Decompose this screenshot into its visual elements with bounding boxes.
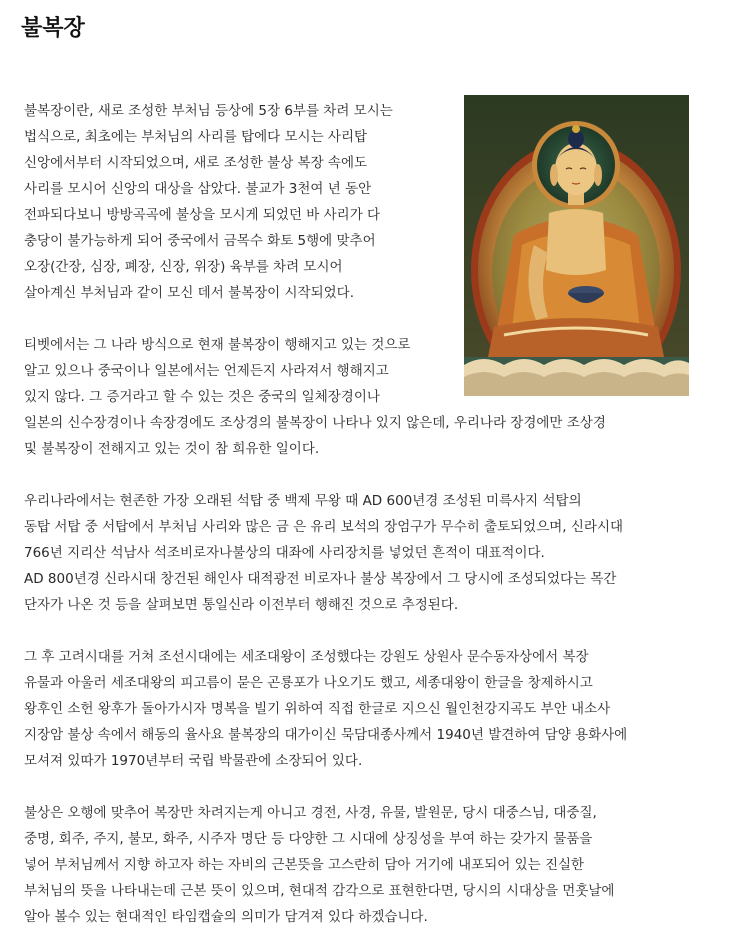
text-line: 우리나라에서는 현존한 가장 오래된 석탑 중 백제 무왕 때 AD 600년경 조성된 미륵사지 석탑의	[24, 493, 582, 509]
paragraph-2	[24, 332, 696, 462]
text-line: 사리를 모시어 신앙의 대상을 삼았다. 불교가 3천여 년 동안	[24, 181, 372, 197]
text-line: 지장암 불상 속에서 해동의 율사요 불복장의 대가이신 묵담대종사께서 1940년 발견하여 담양 용화사에	[24, 727, 628, 743]
text-line: 불복장이란, 새로 조성한 부처님 등상에 5장 6부를 차려 모시는	[24, 103, 393, 119]
text-line: 신앙에서부터 시작되었으며, 새로 조성한 불상 복장 속에도	[24, 155, 368, 171]
text-line: 넣어 부처님께서 지향 하고자 하는 자비의 근본뜻을 고스란히 담아 거기에 내포되어 있는 진실한	[24, 857, 585, 873]
text-line: 알고 있으나 중국이나 일본에서는 언제든지 사라져서 행해지고	[24, 363, 389, 379]
text-line: 일본의 신수장경이나 속장경에도 조상경의 불복장이 나타나 있지 않은데, 우리나라 장경에만 조상경	[24, 415, 606, 431]
text-line: AD 800년경 신라시대 창건된 해인사 대적광전 비로자나 불상 복장에서 그 당시에 조성되었다는 목간	[24, 571, 617, 587]
page-title: 불복장	[21, 16, 85, 41]
text-line: 알아 볼수 있는 현대적인 타임캡슐의 의미가 담겨져 있다 하겠습니다.	[24, 909, 428, 925]
text-line: 충당이 불가능하게 되어 중국에서 금목수 화토 5행에 맞추어	[24, 233, 376, 249]
text-line: 766년 지리산 석남사 석조비로자나불상의 대좌에 사리장치를 넣었던 흔적이 대표적이다.	[24, 545, 545, 561]
text-line: 단자가 나온 것 등을 살펴보면 통일신라 이전부터 행해진 것으로 추정된다.	[24, 597, 459, 613]
paragraph-1	[24, 98, 696, 306]
text-line: 오장(간장, 심장, 폐장, 신장, 위장) 육부를 차려 모시어	[24, 259, 343, 275]
text-line: 유물과 아울러 세조대왕의 피고름이 묻은 곤룡포가 나오기도 했고, 세종대왕이 한글을 창제하시고	[24, 675, 593, 691]
text-line: 부처님의 뜻을 나타내는데 근본 뜻이 있으며, 현대적 감각으로 표현한다면, 당시의 시대상을 먼훗날에	[24, 883, 615, 899]
text-line: 동탑 서탑 중 서탑에서 부처님 사리와 많은 금 은 유리 보석의 장엄구가 무수히 출토되었으며, 신라시대	[24, 519, 624, 535]
paragraph-5	[24, 800, 696, 930]
paragraph-4	[24, 644, 696, 774]
text-line: 법식으로, 최초에는 부처님의 사리를 탑에다 모시는 사리탑	[24, 129, 368, 145]
text-line: 티벳에서는 그 나라 방식으로 현재 불복장이 행해지고 있는 것으로	[24, 337, 411, 353]
text-line: 및 불복장이 전해지고 있는 것이 참 희유한 일이다.	[24, 441, 320, 457]
text-line: 중명, 회주, 주지, 불모, 화주, 시주자 명단 등 다양한 그 시대에 상징성을 부여 하는 갖가지 물품을	[24, 831, 593, 847]
article-body	[24, 98, 696, 930]
text-line: 불상은 오행에 맞추어 복장만 차려지는게 아니고 경전, 사경, 유물, 발원문, 당시 대중스님, 대중질,	[24, 805, 597, 821]
text-line: 전파되다보니 방방곡곡에 불상을 모시게 되었던 바 사리가 다	[24, 207, 381, 223]
text-line: 모셔져 있따가 1970년부터 국립 박물관에 소장되어 있다.	[24, 753, 363, 769]
text-line: 그 후 고려시대를 거쳐 조선시대에는 세조대왕이 조성했다는 강원도 상원사 문수동자상에서 복장	[24, 649, 589, 665]
text-line: 왕후인 소헌 왕후가 돌아가시자 명복을 빌기 위하여 직접 한글로 지으신 월인천강지곡도 부안 내소사	[24, 701, 611, 717]
text-line: 살아계신 부처님과 같이 모신 데서 불복장이 시작되었다.	[24, 285, 354, 301]
paragraph-3	[24, 488, 696, 618]
text-line: 있지 않다. 그 증거라고 할 수 있는 것은 중국의 일체장경이나	[24, 389, 380, 405]
